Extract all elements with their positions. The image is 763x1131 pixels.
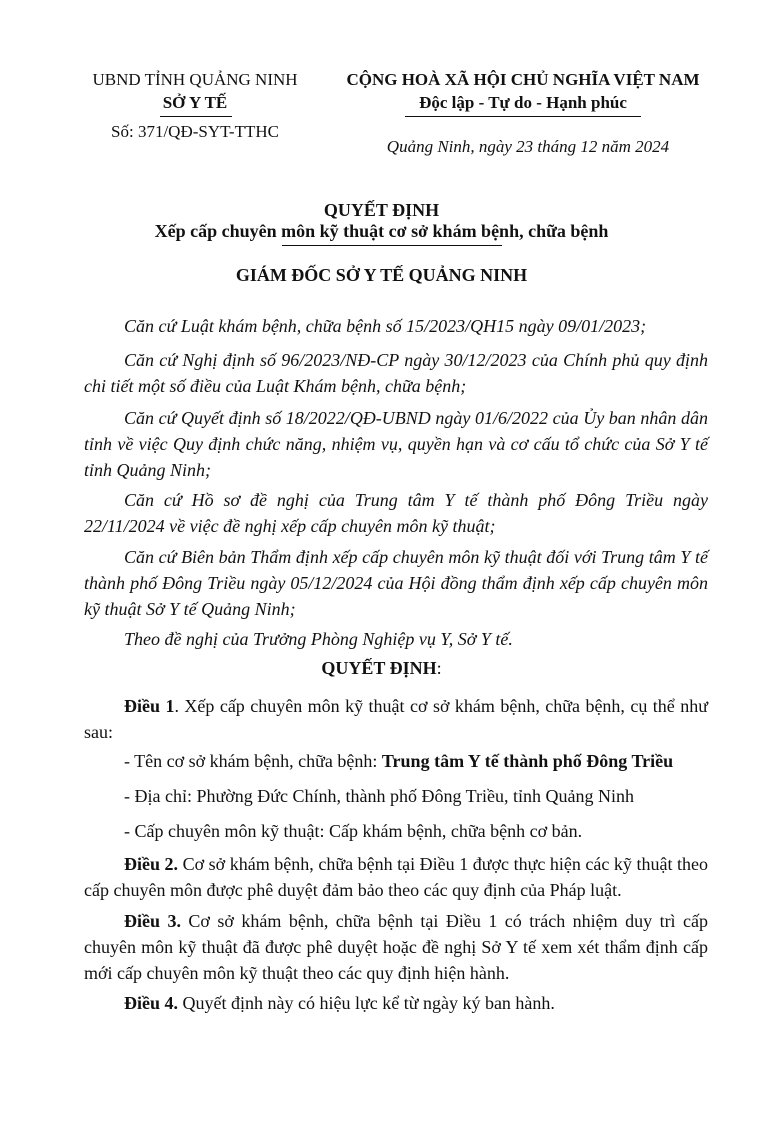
decision-heading-text: QUYẾT ĐỊNH: [321, 658, 437, 678]
left-dept-underline: [160, 116, 232, 117]
article-1-label: Điều 1: [124, 696, 175, 716]
basis-3: Căn cứ Quyết định số 18/2022/QĐ-UBND ngày 01/6/2022 của Ủy ban nhân dân tỉnh về việc Quy định chức năng, nhiệm vụ, quyền hạn và cơ cấu tổ chức của Sở Y tế tỉnh Quảng Ninh;: [84, 408, 708, 480]
decision-heading-colon: :: [436, 658, 442, 678]
article-1-item-level: - Cấp chuyên môn kỹ thuật: Cấp khám bệnh, chữa bệnh cơ bản.: [124, 821, 583, 841]
basis-5: Căn cứ Biên bản Thẩm định xếp cấp chuyên môn kỹ thuật đối với Trung tâm Y tế thành phố Đông Triều ngày 05/12/2024 của Hội đồng thẩm định xếp cấp chuyên môn kỹ thuật Sở Y tế Quảng Ninh;: [84, 547, 708, 619]
facility-name: Trung tâm Y tế thành phố Đông Triều: [381, 751, 674, 771]
basis-2: Căn cứ Nghị định số 96/2023/NĐ-CP ngày 30/12/2023 của Chính phủ quy định chi tiết một số điều của Luật Khám bệnh, chữa bệnh;: [84, 350, 708, 396]
article-4-label: Điều 4.: [124, 993, 178, 1013]
article-4-text: Quyết định này có hiệu lực kể từ ngày ký ban hành.: [178, 993, 555, 1013]
article-1-item-address: - Địa chỉ: Phường Đức Chính, thành phố Đông Triều, tỉnh Quảng Ninh: [124, 786, 635, 806]
article-2-label: Điều 2.: [124, 854, 179, 874]
article-3-text: Cơ sở khám bệnh, chữa bệnh tại Điều 1 có trách nhiệm duy trì cấp chuyên môn kỹ thuật đã được phê duyệt hoặc đề nghị Sở Y tế xem xét thẩm định cấp mới cấp chuyên môn kỹ thuật theo các quy định hiện hành.: [84, 911, 708, 983]
decision-heading: [0, 658, 763, 679]
basis-6: Theo đề nghị của Trưởng Phòng Nghiệp vụ Y, Sở Y tế.: [124, 629, 513, 649]
subject-underline: [282, 245, 502, 246]
authority-title: GIÁM ĐỐC SỞ Y TẾ QUẢNG NINH: [235, 265, 528, 285]
article-1-text: . Xếp cấp chuyên môn kỹ thuật cơ sở khám bệnh, chữa bệnh, cụ thể như sau:: [84, 696, 708, 742]
national-motto: Độc lập - Tự do - Hạnh phúc: [419, 93, 627, 112]
article-1-item-name-label: - Tên cơ sở khám bệnh, chữa bệnh:: [124, 751, 382, 771]
article-3-label: Điều 3.: [124, 911, 181, 931]
decision-subject: Xếp cấp chuyên môn kỹ thuật cơ sở khám bệnh, chữa bệnh: [154, 221, 609, 241]
doc-number: Số: 371/QĐ-SYT-TTHC: [111, 122, 279, 141]
article-1-item-name: [84, 748, 708, 774]
decision-title: QUYẾT ĐỊNH: [323, 200, 440, 220]
place-date: Quảng Ninh, ngày 23 tháng 12 năm 2024: [386, 137, 670, 156]
article-2: [84, 851, 708, 903]
country-name: CỘNG HOÀ XÃ HỘI CHỦ NGHĨA VIỆT NAM: [346, 70, 700, 89]
article-3: [84, 908, 708, 986]
article-4: [84, 990, 708, 1016]
article-1: [84, 693, 708, 745]
basis-1: Căn cứ Luật khám bệnh, chữa bệnh số 15/2023/QH15 ngày 09/01/2023;: [124, 316, 647, 336]
left-org: UBND TỈNH QUẢNG NINH: [92, 70, 298, 89]
motto-underline: [405, 116, 641, 117]
article-2-text: Cơ sở khám bệnh, chữa bệnh tại Điều 1 được thực hiện các kỹ thuật theo cấp chuyên môn được phê duyệt đảm bảo theo các quy định của Pháp luật.: [84, 854, 709, 900]
basis-4: Căn cứ Hồ sơ đề nghị của Trung tâm Y tế thành phố Đông Triều ngày 22/11/2024 về việc đề nghị xếp cấp chuyên môn kỹ thuật;: [84, 490, 708, 536]
left-dept: SỞ Y TẾ: [162, 93, 228, 112]
